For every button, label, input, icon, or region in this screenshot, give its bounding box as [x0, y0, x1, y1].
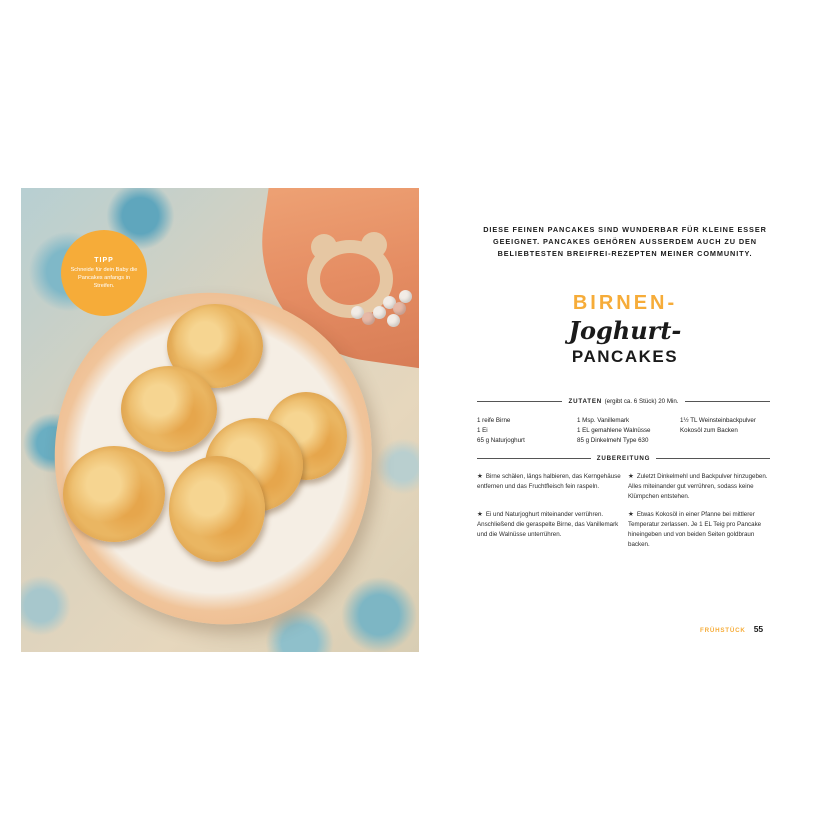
tip-text: Schneide für dein Baby die Pancakes anfangs in Streifen. [70, 266, 138, 289]
preparation-label: ZUBEREITUNG [596, 454, 651, 462]
pancake [169, 456, 265, 562]
ingredients-column-2 [577, 416, 651, 446]
ingredients-heading [477, 395, 770, 407]
ingredient-item: 1 reife Birne [477, 417, 511, 424]
page-number: 55 [753, 624, 764, 634]
title-line-3: PANCAKES [571, 347, 679, 366]
page-footer [700, 624, 763, 634]
tip-title: TIPP [94, 256, 114, 264]
ingredient-item: 85 g Dinkelmehl Type 630 [577, 437, 649, 444]
step-text: Zuletzt Dinkelmehl und Backpulver hinzugeben. Alles miteinander gut verrühren, sodass keine Klümpchen entstehen. [628, 473, 768, 500]
step-text: Etwas Kokosöl in einer Pfanne bei mittlerer Temperatur zerlassen. Je 1 EL Teig pro Pancake hineingeben und von beiden Seiten goldbraun backen. [628, 511, 762, 548]
ingredient-item: 1½ TL Weinsteinbackpulver [680, 417, 756, 424]
ingredient-item: 1 Msp. Vanillemark [577, 417, 630, 424]
step-text: Ei und Naturjoghurt miteinander verrühren. Anschließend die geraspelte Birne, das Vanillemark und die Walnüsse unterrühren. [477, 511, 619, 538]
pancake [63, 446, 165, 542]
preparation-step [628, 472, 773, 502]
bead [387, 314, 400, 327]
pancake [121, 366, 217, 452]
title-line-1: BIRNEN- [572, 292, 678, 314]
star-icon: ★ [477, 473, 483, 480]
divider [477, 401, 562, 402]
recipe-title [520, 290, 730, 368]
bead [399, 290, 412, 303]
ingredient-item: Kokosöl zum Backen [680, 427, 738, 434]
divider [477, 458, 591, 459]
ingredients-column-1 [477, 416, 525, 446]
preparation-step [477, 510, 622, 540]
star-icon: ★ [477, 511, 483, 518]
tip-badge [61, 230, 147, 316]
star-icon: ★ [628, 511, 634, 518]
star-icon: ★ [628, 473, 634, 480]
preparation-step [477, 472, 622, 492]
divider [656, 458, 770, 459]
ingredients-column-3 [680, 416, 756, 436]
divider [685, 401, 770, 402]
step-text: Birne schälen, längs halbieren, das Kerngehäuse entfernen und das Fruchtfleisch fein raspeln. [477, 473, 621, 490]
ingredient-item: 1 EL gemahlene Walnüsse [577, 427, 651, 434]
ingredients-yield: (ergibt ca. 6 Stück) 20 Min. [604, 397, 679, 405]
teether-ear [361, 232, 387, 258]
title-line-2: Joghurt- [568, 316, 682, 345]
bead [393, 302, 406, 315]
ingredients-label: ZUTATEN [568, 397, 603, 405]
ingredient-item: 1 Ei [477, 427, 488, 434]
teether-ear [311, 234, 337, 260]
preparation-step [628, 510, 773, 550]
intro-text: DIESE FEINEN PANCAKES SIND WUNDERBAR FÜR KLEINE ESSER GEEIGNET. PANCAKES GEHÖREN AUSSERDEM AUCH ZU DEN BELIEBTESTEN BREIFREI-REZEPTEN MEINER COMMUNITY. [483, 225, 767, 258]
ingredient-item: 65 g Naturjoghurt [477, 437, 525, 444]
preparation-heading [477, 452, 770, 464]
section-name: FRÜHSTÜCK [700, 627, 746, 634]
bead [373, 306, 386, 319]
recipe-photo [21, 188, 419, 652]
